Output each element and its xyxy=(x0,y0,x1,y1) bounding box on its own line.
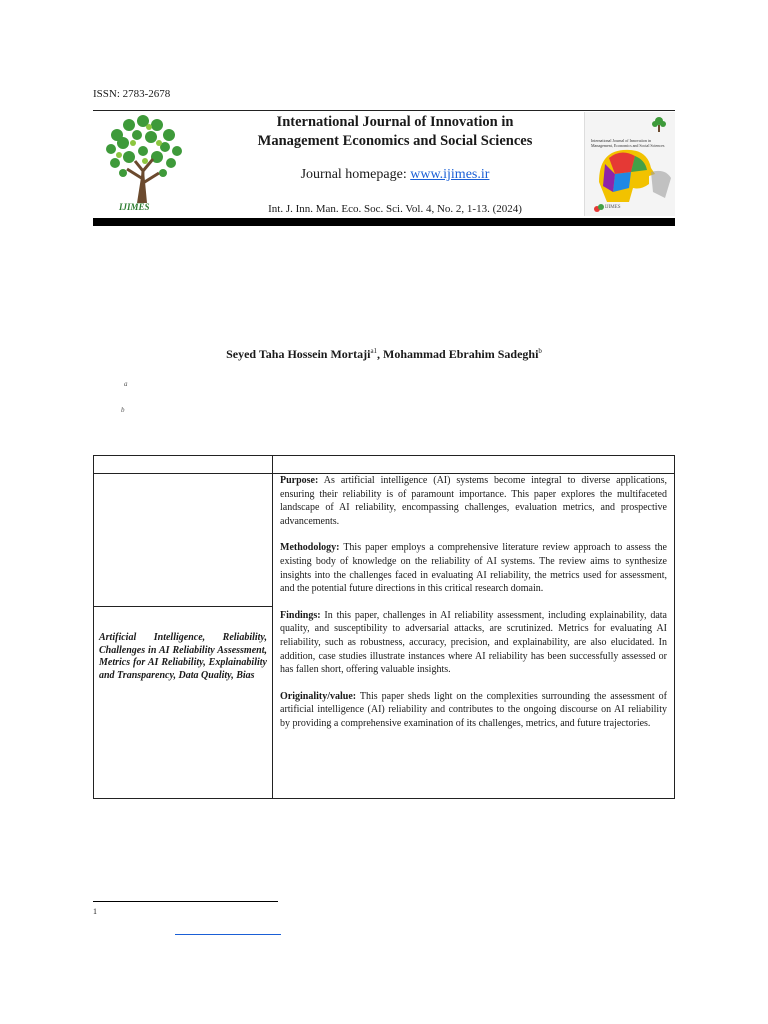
purpose-text: As artificial intelligence (AI) systems become integral to diverse applications, ensuring their reliability is of paramount importance. This paper explores the multifaceted landscape of AI reliability, encompassing challenges, evaluation metrics, and prospective advancements. xyxy=(280,475,667,527)
journal-title xyxy=(225,113,565,151)
issn: ISSN: 2783-2678 xyxy=(93,88,171,100)
logo-caption: IJIMES xyxy=(119,202,150,212)
originality-label: Originality/value: xyxy=(280,690,357,702)
journal-homepage xyxy=(225,167,565,183)
findings-text: In this paper, challenges in AI reliability assessment, including explainability, data quality, and susceptibility to adversarial attacks, are scrutinized. Metrics for evaluating AI reliability, such as robustness, accuracy, precision, and explainability, are also elucidated. In addition, case studies illustrate instances where AI reliability has been successfully assessed or has fallen short, offering valuable insights. xyxy=(280,609,667,676)
footnote-email-link[interactable] xyxy=(175,934,281,935)
homepage-label: Journal homepage: xyxy=(300,167,411,182)
header-bottom-rule xyxy=(93,218,675,226)
homepage-link[interactable]: www.ijimes.ir xyxy=(410,167,490,182)
journal-logo xyxy=(97,113,192,215)
journal-title-line2: Management Economics and Social Sciences xyxy=(257,133,533,149)
cover-publisher: IJIMES xyxy=(605,205,621,210)
keywords: Artificial Intelligence, Reliability, Challenges in AI Reliability Assessment, Metrics for AI Reliability, Explainability and Transparency, Data Quality, Bias xyxy=(99,632,267,681)
table-column-divider xyxy=(272,455,273,799)
journal-title-line1: International Journal of Innovation in xyxy=(276,114,514,130)
affiliation-b-marker: b xyxy=(121,406,125,414)
author-2: Mohammad Ebrahim Sadeghi xyxy=(383,347,539,361)
footnote-rule xyxy=(93,901,278,902)
author-1-affiliation: a1 xyxy=(370,347,378,355)
affiliation-a-marker: a xyxy=(124,380,128,388)
abstract-purpose xyxy=(280,474,667,528)
header-top-rule xyxy=(93,110,675,111)
originality-text: This paper sheds light on the complexities surrounding the assessment of artificial intelligence (AI) reliability and contributes to the ongoing discourse on AI reliability by providing a comprehensive examination of its challenges, metrics, and future trajectories. xyxy=(280,690,667,729)
table-keywords-row-line xyxy=(93,606,273,607)
methodology-text: This paper employs a comprehensive literature review approach to assess the existing body of knowledge on the reliability of AI systems. The review aims to synthesize insights into the challenges faced in evaluating AI reliability, the metrics used for assessment, and the potential future directions in this critical research domain. xyxy=(280,542,667,595)
abstract-originality xyxy=(280,690,667,731)
abstract-findings xyxy=(280,609,667,677)
abstract xyxy=(280,474,667,744)
methodology-label: Methodology: xyxy=(280,542,340,554)
cover-title: International Journal of Innovation in Management, Economics and Social Sciences xyxy=(591,138,665,148)
citation: Int. J. Inn. Man. Eco. Soc. Sci. Vol. 4, No. 2, 1-13. (2024) xyxy=(268,203,522,215)
cover-image-icon xyxy=(585,112,675,216)
abstract-methodology xyxy=(280,541,667,595)
author-2-affiliation: b xyxy=(538,347,542,355)
journal-cover xyxy=(584,112,675,216)
purpose-label: Purpose: xyxy=(280,475,319,486)
findings-label: Findings: xyxy=(280,609,321,621)
author-line xyxy=(93,347,675,362)
author-separator: , xyxy=(377,347,384,361)
tree-logo-icon xyxy=(97,113,192,215)
author-1: Seyed Taha Hossein Mortaji xyxy=(226,347,371,361)
footnote-number: 1 xyxy=(93,907,97,916)
